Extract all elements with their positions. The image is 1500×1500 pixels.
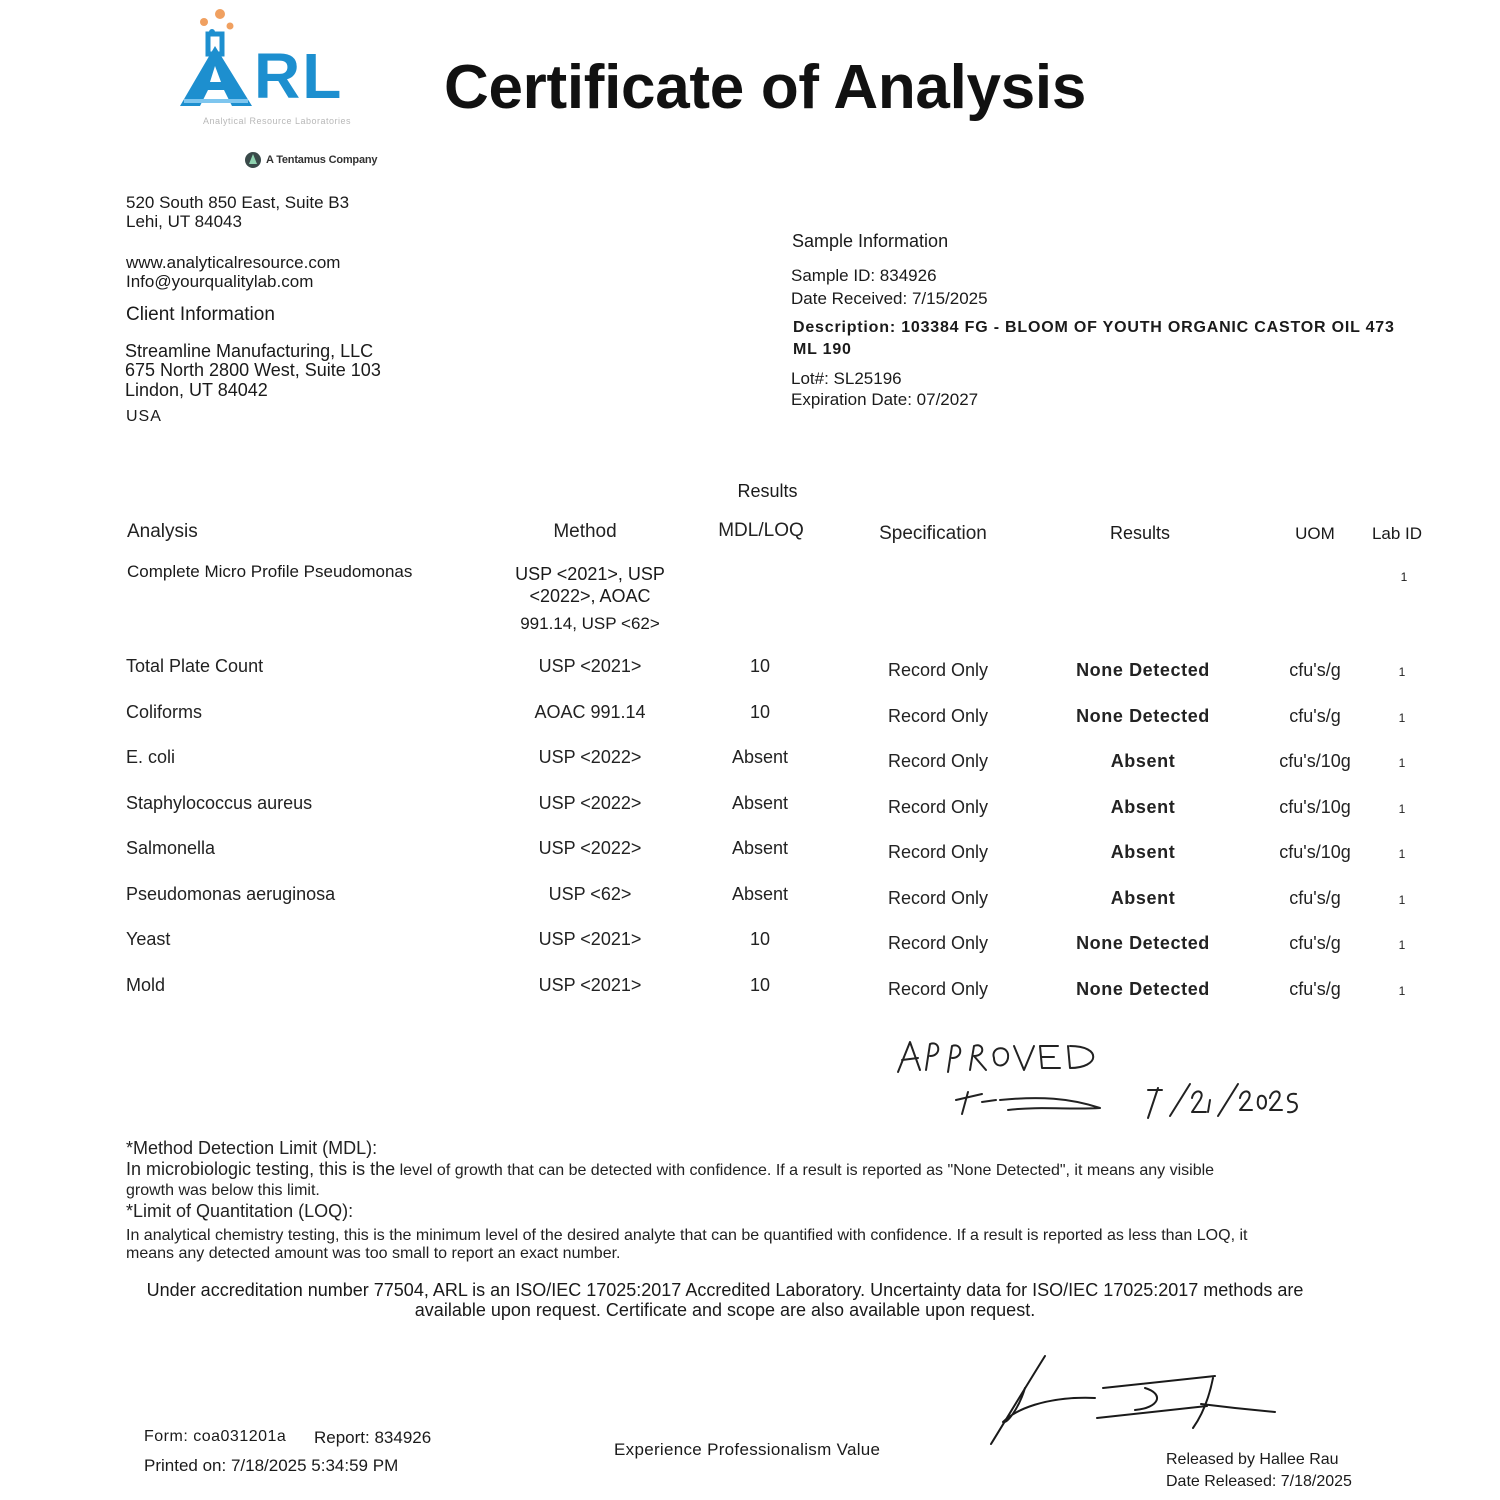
logo-tagline: Analytical Resource Laboratories — [202, 116, 352, 126]
row-analysis: Yeast — [126, 929, 171, 949]
row-specification: Record Only — [887, 796, 989, 817]
row-uom: cfu's/10g — [1279, 796, 1351, 817]
header-mdl-loq: MDL/LOQ — [718, 520, 804, 541]
results-caption: Results — [737, 481, 798, 501]
row-mdl-loq: Absent — [731, 883, 789, 904]
footer-printed: Printed on: 7/18/2025 5:34:59 PM — [144, 1456, 399, 1475]
row-specification: Record Only — [887, 978, 989, 999]
row-method: USP <2021> — [538, 929, 642, 949]
row-specification: Record Only — [887, 660, 989, 680]
row-specification: Record Only — [887, 933, 989, 953]
table-row — [0, 975, 1500, 1005]
row-result: None Detected — [1076, 705, 1210, 726]
loq-text-line1: In analytical chemistry testing, this is the minimum level of the desired analyte that can be quantified with confidence. If a result is reported as less than LOQ, it — [126, 1227, 1248, 1244]
row-lab-id: 1 — [1398, 847, 1406, 861]
row-lab-id: 1 — [1398, 892, 1406, 907]
row-analysis: Coliforms — [126, 701, 203, 722]
loq-heading: *Limit of Quantitation (LOQ): — [126, 1201, 354, 1221]
row-lab-id: 1 — [1398, 938, 1406, 952]
table-row — [0, 656, 1500, 686]
accreditation-line1: Under accreditation number 77504, ARL is an ISO/IEC 17025:2017 Accredited Laboratory. Uncertainty data for ISO/IEC 17025:2017 methods are — [146, 1280, 1304, 1300]
loq-text-line2: means any detected amount was too small to report an exact number. — [126, 1245, 621, 1262]
table-row — [0, 884, 1500, 914]
header-analysis: Analysis — [127, 521, 198, 542]
lab-email: Info@yourqualitylab.com — [126, 272, 314, 291]
footer-form: Form: coa031201a — [144, 1428, 287, 1445]
row-uom: cfu's/g — [1289, 978, 1341, 999]
row-method: USP <62> — [548, 883, 632, 904]
row-mdl-loq: 10 — [749, 701, 771, 722]
row-method: USP <2022> — [538, 747, 642, 767]
table-row — [0, 702, 1500, 732]
header-specification: Specification — [879, 523, 987, 544]
accreditation-line2: available upon request. Certificate and scope are also available upon request. — [414, 1300, 1036, 1320]
row-uom: cfu's/g — [1289, 660, 1341, 680]
row-mdl-loq: 10 — [749, 656, 771, 676]
row-specification: Record Only — [887, 887, 989, 908]
approved-handwritten-stamp — [890, 1017, 1320, 1130]
profile-analysis: Complete Micro Profile Pseudomonas — [127, 562, 413, 581]
row-result: None Detected — [1076, 660, 1210, 680]
profile-method-line1: USP <2021>, USP — [515, 564, 665, 584]
row-mdl-loq: Absent — [731, 792, 789, 813]
row-method: USP <2022> — [538, 838, 642, 858]
table-row — [0, 793, 1500, 823]
row-result: None Detected — [1076, 933, 1210, 953]
client-name: Streamline Manufacturing, LLC — [125, 341, 374, 361]
row-uom: cfu's/10g — [1279, 751, 1351, 771]
sample-description-line1: Description: 103384 FG - BLOOM OF YOUTH ORGANIC CASTOR OIL 473 — [793, 319, 1395, 336]
row-uom: cfu's/g — [1289, 887, 1341, 908]
row-result: Absent — [1110, 796, 1176, 817]
mdl-text-b: level of growth that can be detected with confidence. If a result is reported as "None Detected", it means any visible — [399, 1162, 1215, 1179]
footer-date-released: Date Released: 7/18/2025 — [1166, 1473, 1352, 1490]
row-analysis: Salmonella — [126, 838, 216, 858]
row-result: Absent — [1110, 887, 1176, 908]
row-method: USP <2021> — [538, 974, 642, 995]
sample-expiration: Expiration Date: 07/2027 — [791, 390, 979, 409]
row-mdl-loq: 10 — [749, 974, 771, 995]
lab-address-line2: Lehi, UT 84043 — [126, 212, 242, 231]
row-lab-id: 1 — [1398, 710, 1406, 725]
row-uom: cfu's/10g — [1279, 842, 1351, 862]
lab-website: www.analyticalresource.com — [126, 253, 341, 272]
row-lab-id: 1 — [1398, 801, 1406, 816]
header-lab-id: Lab ID — [1371, 524, 1423, 543]
arl-logo — [168, 6, 388, 176]
row-mdl-loq: Absent — [731, 747, 789, 767]
sample-heading: Sample Information — [792, 231, 949, 251]
client-address-line1: 675 North 2800 West, Suite 103 — [125, 360, 381, 380]
mdl-text-line1 — [126, 1159, 1356, 1181]
row-result: None Detected — [1076, 978, 1210, 999]
row-mdl-loq: Absent — [731, 838, 789, 858]
mdl-heading: *Method Detection Limit (MDL): — [126, 1138, 378, 1158]
row-lab-id: 1 — [1398, 665, 1406, 679]
profile-method-line3: 991.14, USP <62> — [520, 614, 660, 633]
row-mdl-loq: 10 — [749, 929, 771, 949]
profile-lab-id: 1 — [1400, 570, 1408, 584]
sample-description-line2: ML 190 — [793, 341, 852, 358]
approved-stamp-text: APPROVED — [890, 1017, 979, 1034]
company-label: A Tentamus Company — [266, 154, 378, 166]
row-analysis: E. coli — [126, 747, 176, 767]
row-specification: Record Only — [887, 842, 989, 862]
release-signature — [985, 1348, 1285, 1453]
logo-mark: RL — [254, 40, 344, 112]
row-method: AOAC 991.14 — [534, 701, 646, 722]
header-results: Results — [1109, 523, 1171, 543]
row-result: Absent — [1110, 751, 1176, 771]
client-heading: Client Information — [126, 304, 275, 325]
footer-slogan: Experience Professionalism Value — [614, 1440, 881, 1459]
header-uom: UOM — [1295, 524, 1335, 543]
approval-date — [1150, 1122, 1154, 1123]
row-lab-id: 1 — [1398, 983, 1406, 998]
footer-released-by: Released by Hallee Rau — [1166, 1451, 1339, 1468]
lab-address-line1: 520 South 850 East, Suite B3 — [126, 193, 350, 212]
client-country: USA — [126, 408, 162, 425]
document-title: Certificate of Analysis — [444, 53, 1087, 122]
tentamus-icon — [244, 151, 262, 169]
row-method: USP <2021> — [538, 656, 642, 676]
row-uom: cfu's/g — [1289, 705, 1341, 726]
mdl-text-a: In microbiologic testing, this is the — [126, 1159, 396, 1179]
row-analysis: Pseudomonas aeruginosa — [126, 883, 336, 904]
row-analysis: Total Plate Count — [126, 656, 264, 676]
sample-id: Sample ID: 834926 — [791, 266, 937, 285]
sample-date-received: Date Received: 7/15/2025 — [791, 289, 988, 308]
row-lab-id: 1 — [1398, 756, 1406, 770]
row-analysis: Staphylococcus aureus — [126, 792, 313, 813]
mdl-text-line2: growth was below this limit. — [126, 1182, 320, 1199]
table-row — [0, 929, 1500, 959]
table-row — [0, 747, 1500, 777]
row-method: USP <2022> — [538, 792, 642, 813]
tentamus-company — [244, 151, 377, 169]
footer-report: Report: 834926 — [314, 1428, 432, 1447]
row-analysis: Mold — [126, 974, 166, 995]
header-method: Method — [553, 521, 617, 542]
row-specification: Record Only — [887, 751, 989, 771]
row-result: Absent — [1110, 842, 1176, 862]
row-uom: cfu's/g — [1289, 933, 1341, 953]
client-address-line2: Lindon, UT 84042 — [125, 380, 268, 400]
profile-method-line2: <2022>, AOAC — [529, 586, 651, 606]
sample-lot: Lot#: SL25196 — [791, 369, 902, 388]
table-row — [0, 838, 1500, 868]
row-specification: Record Only — [887, 705, 989, 726]
